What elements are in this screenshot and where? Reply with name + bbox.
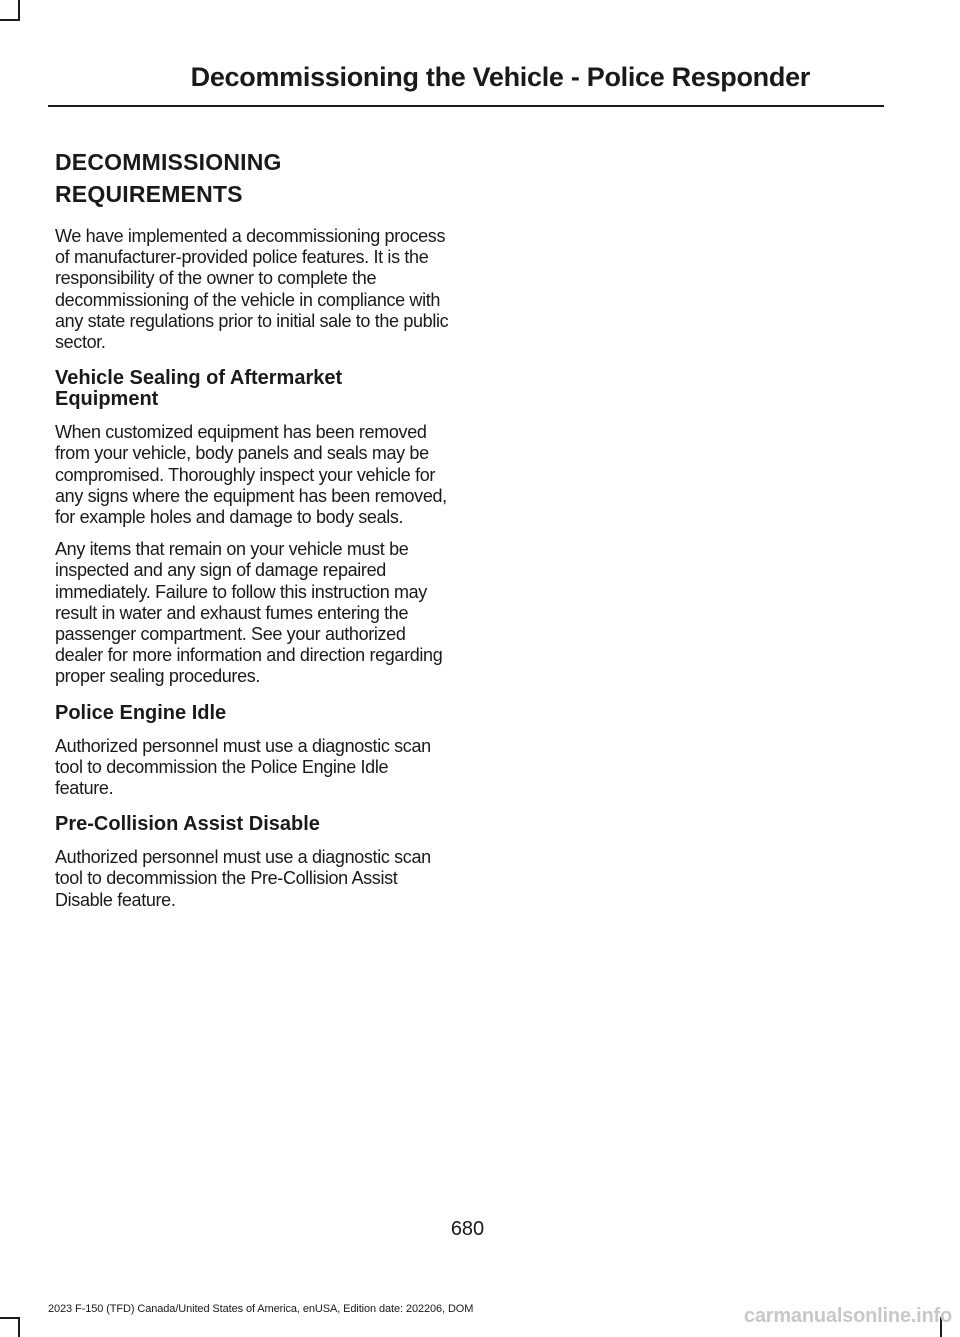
subsection-heading-engine-idle: Police Engine Idle: [55, 701, 227, 724]
pre-collision-paragraph: Authorized personnel must use a diagnostic scan tool to decommission the Pre-Collision Assist Disable feature.: [55, 847, 431, 910]
page-header-title: Decommissioning the Vehicle - Police Responder: [190, 62, 810, 92]
crop-mark-bottom-left: [18, 1317, 20, 1337]
page-number: 680: [450, 1218, 485, 1240]
intro-paragraph: We have implemented a decommissioning process of manufacturer-provided police features. It is the responsibility of the owner to complete the decommissioning of the vehicle in compliance with any state regulations prior to initial sale to the public sector.: [55, 226, 449, 353]
crop-mark-top-left: [18, 0, 20, 20]
watermark: carmanualsonline.info: [743, 1305, 952, 1327]
crop-mark-top-left: [0, 19, 20, 21]
engine-idle-paragraph: Authorized personnel must use a diagnostic scan tool to decommission the Police Engine Idle feature.: [55, 735, 431, 799]
sealing-paragraph-2: Any items that remain on your vehicle must be inspected and any sign of damage repaired immediately. Failure to follow this instruction may result in water and exhaust fumes entering the passenger compartment. See your authorized dealer for more information and direction regarding proper sealing procedures.: [55, 539, 443, 687]
header-divider: [48, 105, 884, 107]
crop-mark-bottom-left: [0, 1317, 20, 1319]
subsection-heading-pre-collision: Pre-Collision Assist Disable: [55, 813, 320, 836]
subsection-heading-sealing: Vehicle Sealing of Aftermarket Equipment: [55, 367, 343, 411]
edition-footer: 2023 F-150 (TFD) Canada/United States of America, enUSA, Edition date: 202206, DOM: [48, 1303, 474, 1315]
heading-line-1: DECOMMISSIONING: [55, 149, 282, 175]
main-column: [55, 146, 450, 922]
sealing-paragraph-1: When customized equipment has been removed from your vehicle, body panels and seals may be compromised. Thoroughly inspect your vehicle for any signs where the equipment has been removed, for example holes and damage to body seals.: [55, 422, 447, 528]
heading-line-2: REQUIREMENTS: [55, 181, 243, 207]
section-heading: [55, 146, 450, 210]
